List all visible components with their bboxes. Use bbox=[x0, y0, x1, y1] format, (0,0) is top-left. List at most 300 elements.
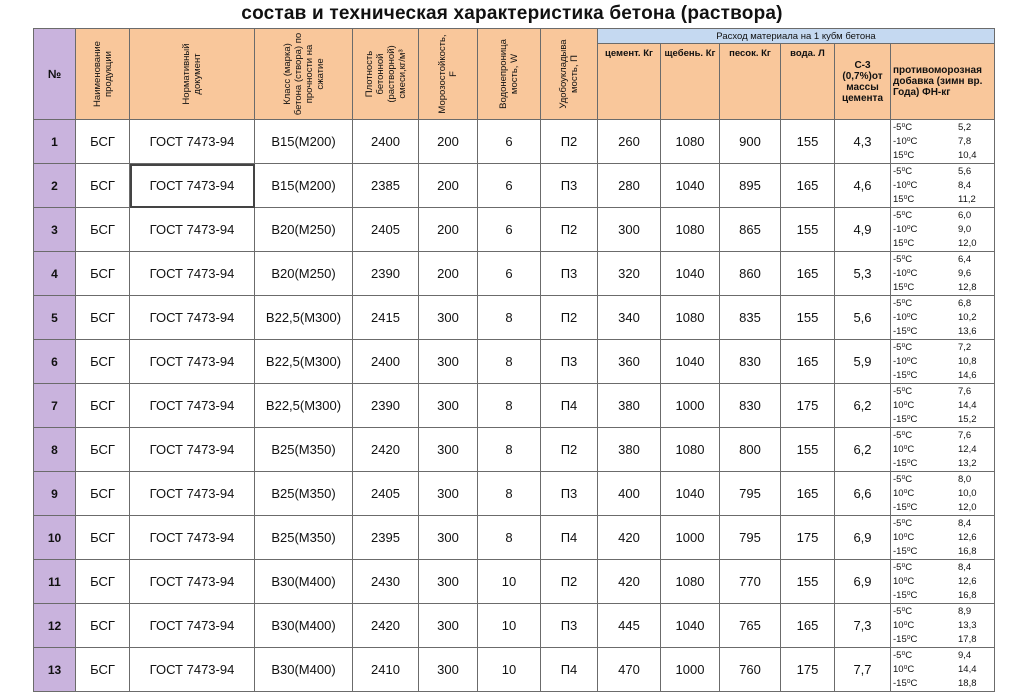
antifreeze-line bbox=[893, 531, 992, 545]
row-sand[interactable]: 860 bbox=[720, 252, 781, 296]
antifreeze-line bbox=[893, 121, 992, 135]
row-antifreeze[interactable] bbox=[891, 296, 995, 340]
row-concrete-class[interactable]: В15(М200) bbox=[255, 164, 353, 208]
antifreeze-line bbox=[893, 619, 992, 633]
antifreeze-temp: -15⁰С bbox=[893, 370, 918, 381]
row-normative-doc[interactable]: ГОСТ 7473-94 bbox=[130, 252, 255, 296]
row-cement[interactable]: 445 bbox=[598, 604, 661, 648]
antifreeze-temp: -5⁰С bbox=[893, 474, 913, 485]
row-frost-resistance[interactable]: 300 bbox=[419, 560, 478, 604]
row-normative-doc[interactable]: ГОСТ 7473-94 bbox=[130, 208, 255, 252]
row-sand[interactable]: 795 bbox=[720, 472, 781, 516]
header-water-resistance: Водонепроница мость, W bbox=[478, 29, 541, 120]
antifreeze-temp: 15⁰С bbox=[893, 282, 915, 293]
row-number[interactable]: 1 bbox=[34, 120, 76, 164]
row-frost-resistance[interactable]: 300 bbox=[419, 516, 478, 560]
row-water[interactable]: 165 bbox=[781, 472, 835, 516]
row-number[interactable]: 7 bbox=[34, 384, 76, 428]
antifreeze-line bbox=[893, 677, 992, 691]
row-product[interactable]: БСГ bbox=[76, 516, 130, 560]
row-normative-doc[interactable]: ГОСТ 7473-94 bbox=[130, 472, 255, 516]
row-sand[interactable]: 835 bbox=[720, 296, 781, 340]
row-antifreeze[interactable] bbox=[891, 120, 995, 164]
row-number[interactable]: 4 bbox=[34, 252, 76, 296]
antifreeze-value: 17,8 bbox=[958, 634, 977, 645]
row-water[interactable]: 175 bbox=[781, 516, 835, 560]
antifreeze-temp: -5⁰С bbox=[893, 210, 913, 221]
row-c3[interactable]: 7,3 bbox=[835, 604, 891, 648]
row-c3[interactable]: 4,6 bbox=[835, 164, 891, 208]
antifreeze-value: 6,0 bbox=[958, 210, 972, 221]
antifreeze-value: 15,2 bbox=[958, 414, 977, 425]
row-cement[interactable]: 280 bbox=[598, 164, 661, 208]
antifreeze-value: 9,0 bbox=[958, 224, 972, 235]
row-water-resistance[interactable]: 6 bbox=[478, 164, 541, 208]
antifreeze-temp: -5⁰С bbox=[893, 650, 913, 661]
antifreeze-value: 8,9 bbox=[958, 606, 972, 617]
row-frost-resistance[interactable]: 300 bbox=[419, 296, 478, 340]
row-cement[interactable]: 340 bbox=[598, 296, 661, 340]
antifreeze-temp: 10⁰С bbox=[893, 576, 915, 587]
row-gravel[interactable]: 1000 bbox=[661, 384, 720, 428]
row-normative-doc[interactable]: ГОСТ 7473-94 bbox=[130, 516, 255, 560]
row-workability[interactable]: П3 bbox=[541, 604, 598, 648]
row-workability[interactable]: П3 bbox=[541, 472, 598, 516]
row-sand[interactable]: 895 bbox=[720, 164, 781, 208]
antifreeze-value: 13,3 bbox=[958, 620, 977, 631]
antifreeze-temp: 15⁰С bbox=[893, 150, 915, 161]
antifreeze-line bbox=[893, 179, 992, 193]
row-concrete-class[interactable]: В25(М350) bbox=[255, 428, 353, 472]
antifreeze-value: 6,4 bbox=[958, 254, 972, 265]
row-concrete-class[interactable]: В22,5(М300) bbox=[255, 340, 353, 384]
row-cement[interactable]: 420 bbox=[598, 560, 661, 604]
row-c3[interactable]: 5,6 bbox=[835, 296, 891, 340]
row-normative-doc[interactable]: ГОСТ 7473-94 bbox=[130, 648, 255, 692]
row-number[interactable]: 5 bbox=[34, 296, 76, 340]
row-cement[interactable]: 380 bbox=[598, 384, 661, 428]
header-gravel: щебень. Кг bbox=[661, 44, 720, 120]
antifreeze-value: 14,4 bbox=[958, 400, 977, 411]
row-gravel[interactable]: 1000 bbox=[661, 648, 720, 692]
row-frost-resistance[interactable]: 300 bbox=[419, 384, 478, 428]
row-normative-doc[interactable]: ГОСТ 7473-94 bbox=[130, 604, 255, 648]
row-normative-doc[interactable]: ГОСТ 7473-94 bbox=[130, 560, 255, 604]
row-sand[interactable]: 800 bbox=[720, 428, 781, 472]
row-normative-doc[interactable]: ГОСТ 7473-94 bbox=[130, 340, 255, 384]
antifreeze-value: 13,2 bbox=[958, 458, 977, 469]
row-product[interactable]: БСГ bbox=[76, 604, 130, 648]
header-num: № bbox=[34, 29, 76, 120]
row-normative-doc[interactable]: ГОСТ 7473-94 bbox=[130, 384, 255, 428]
row-density[interactable]: 2385 bbox=[353, 164, 419, 208]
row-water[interactable]: 175 bbox=[781, 384, 835, 428]
table-row bbox=[34, 560, 995, 604]
row-density[interactable]: 2405 bbox=[353, 208, 419, 252]
row-c3[interactable]: 4,3 bbox=[835, 120, 891, 164]
row-frost-resistance[interactable]: 300 bbox=[419, 472, 478, 516]
header-frost: Морозостойкость, F bbox=[419, 29, 478, 120]
row-workability[interactable]: П2 bbox=[541, 208, 598, 252]
antifreeze-temp: 10⁰С bbox=[893, 400, 915, 411]
antifreeze-line bbox=[893, 561, 992, 575]
row-workability[interactable]: П2 bbox=[541, 296, 598, 340]
row-number[interactable]: 9 bbox=[34, 472, 76, 516]
row-water[interactable]: 155 bbox=[781, 208, 835, 252]
antifreeze-line bbox=[893, 267, 992, 281]
antifreeze-line bbox=[893, 501, 992, 515]
row-normative-doc[interactable]: ГОСТ 7473-94 bbox=[130, 120, 255, 164]
antifreeze-line bbox=[893, 341, 992, 355]
antifreeze-temp: 10⁰С bbox=[893, 488, 915, 499]
row-gravel[interactable]: 1040 bbox=[661, 472, 720, 516]
row-water-resistance[interactable]: 6 bbox=[478, 252, 541, 296]
row-density[interactable]: 2420 bbox=[353, 428, 419, 472]
antifreeze-line bbox=[893, 209, 992, 223]
antifreeze-temp: -15⁰С bbox=[893, 634, 918, 645]
header-antifreeze: противоморозная добавка (зимн вр. Года) ФН-кг bbox=[891, 44, 995, 120]
antifreeze-line bbox=[893, 413, 992, 427]
antifreeze-temp: -5⁰С bbox=[893, 342, 913, 353]
table-row bbox=[34, 428, 995, 472]
row-water[interactable]: 165 bbox=[781, 252, 835, 296]
row-normative-doc[interactable]: ГОСТ 7473-94 bbox=[130, 428, 255, 472]
antifreeze-value: 11,2 bbox=[958, 194, 976, 205]
antifreeze-value: 13,6 bbox=[958, 326, 977, 337]
row-number[interactable]: 12 bbox=[34, 604, 76, 648]
row-workability[interactable]: П4 bbox=[541, 384, 598, 428]
antifreeze-temp: 10⁰С bbox=[893, 532, 915, 543]
row-frost-resistance[interactable]: 300 bbox=[419, 428, 478, 472]
row-concrete-class[interactable]: В30(М400) bbox=[255, 604, 353, 648]
row-antifreeze[interactable] bbox=[891, 340, 995, 384]
antifreeze-temp: 10⁰С bbox=[893, 620, 915, 631]
row-sand[interactable]: 765 bbox=[720, 604, 781, 648]
row-concrete-class[interactable]: В25(М350) bbox=[255, 516, 353, 560]
row-cement[interactable]: 300 bbox=[598, 208, 661, 252]
row-product[interactable]: БСГ bbox=[76, 252, 130, 296]
row-concrete-class[interactable]: В20(М250) bbox=[255, 208, 353, 252]
row-frost-resistance[interactable]: 200 bbox=[419, 252, 478, 296]
row-gravel[interactable]: 1080 bbox=[661, 560, 720, 604]
row-sand[interactable]: 830 bbox=[720, 384, 781, 428]
row-c3[interactable]: 4,9 bbox=[835, 208, 891, 252]
row-cement[interactable]: 360 bbox=[598, 340, 661, 384]
antifreeze-line bbox=[893, 281, 992, 295]
row-sand[interactable]: 795 bbox=[720, 516, 781, 560]
row-density[interactable]: 2420 bbox=[353, 604, 419, 648]
row-frost-resistance[interactable]: 300 bbox=[419, 604, 478, 648]
row-product[interactable]: БСГ bbox=[76, 384, 130, 428]
row-gravel[interactable]: 1080 bbox=[661, 208, 720, 252]
antifreeze-value: 9,6 bbox=[958, 268, 972, 279]
row-water-resistance[interactable]: 8 bbox=[478, 516, 541, 560]
row-gravel[interactable]: 1040 bbox=[661, 604, 720, 648]
antifreeze-line bbox=[893, 649, 992, 663]
row-number[interactable]: 11 bbox=[34, 560, 76, 604]
antifreeze-temp: -10⁰С bbox=[893, 312, 918, 323]
row-water-resistance[interactable]: 8 bbox=[478, 296, 541, 340]
row-number[interactable]: 3 bbox=[34, 208, 76, 252]
row-water-resistance[interactable]: 8 bbox=[478, 428, 541, 472]
row-concrete-class[interactable]: В30(М400) bbox=[255, 648, 353, 692]
row-water-resistance[interactable]: 10 bbox=[478, 604, 541, 648]
row-water-resistance[interactable]: 8 bbox=[478, 340, 541, 384]
row-concrete-class[interactable]: В15(М200) bbox=[255, 120, 353, 164]
row-cement[interactable]: 260 bbox=[598, 120, 661, 164]
antifreeze-value: 9,4 bbox=[958, 650, 972, 661]
antifreeze-temp: -10⁰С bbox=[893, 136, 918, 147]
row-water[interactable]: 155 bbox=[781, 120, 835, 164]
row-product[interactable]: БСГ bbox=[76, 560, 130, 604]
antifreeze-line bbox=[893, 633, 992, 647]
antifreeze-temp: -10⁰С bbox=[893, 268, 918, 279]
antifreeze-value: 14,6 bbox=[958, 370, 977, 381]
antifreeze-line bbox=[893, 149, 992, 163]
row-water-resistance[interactable]: 10 bbox=[478, 560, 541, 604]
row-product[interactable]: БСГ bbox=[76, 296, 130, 340]
row-c3[interactable]: 6,9 bbox=[835, 560, 891, 604]
row-water[interactable]: 155 bbox=[781, 428, 835, 472]
antifreeze-temp: -5⁰С bbox=[893, 518, 913, 529]
antifreeze-line bbox=[893, 399, 992, 413]
row-product[interactable]: БСГ bbox=[76, 428, 130, 472]
row-gravel[interactable]: 1000 bbox=[661, 516, 720, 560]
header-density: Плотность бетонной (растворной) смеси,кг/м³ bbox=[353, 29, 419, 120]
antifreeze-line bbox=[893, 605, 992, 619]
antifreeze-value: 12,0 bbox=[958, 502, 977, 513]
antifreeze-line bbox=[893, 545, 992, 559]
row-concrete-class[interactable]: В22,5(М300) bbox=[255, 384, 353, 428]
antifreeze-value: 16,8 bbox=[958, 590, 977, 601]
antifreeze-value: 18,8 bbox=[958, 678, 977, 689]
header-workability: Удобоукладыва мость, П bbox=[541, 29, 598, 120]
row-antifreeze[interactable] bbox=[891, 472, 995, 516]
row-workability[interactable]: П4 bbox=[541, 648, 598, 692]
antifreeze-value: 5,2 bbox=[958, 122, 972, 133]
row-concrete-class[interactable]: В22,5(М300) bbox=[255, 296, 353, 340]
row-frost-resistance[interactable]: 200 bbox=[419, 164, 478, 208]
antifreeze-value: 6,8 bbox=[958, 298, 972, 309]
row-concrete-class[interactable]: В30(М400) bbox=[255, 560, 353, 604]
antifreeze-value: 8,4 bbox=[958, 180, 972, 191]
row-product[interactable]: БСГ bbox=[76, 164, 130, 208]
row-water-resistance[interactable]: 10 bbox=[478, 648, 541, 692]
antifreeze-value: 10,2 bbox=[958, 312, 977, 323]
table-row bbox=[34, 208, 995, 252]
row-sand[interactable]: 770 bbox=[720, 560, 781, 604]
antifreeze-value: 8,4 bbox=[958, 562, 972, 573]
row-frost-resistance[interactable]: 200 bbox=[419, 208, 478, 252]
antifreeze-value: 7,6 bbox=[958, 430, 972, 441]
row-workability[interactable]: П2 bbox=[541, 120, 598, 164]
row-cement[interactable]: 400 bbox=[598, 472, 661, 516]
row-cement[interactable]: 320 bbox=[598, 252, 661, 296]
antifreeze-value: 7,6 bbox=[958, 386, 972, 397]
row-water[interactable]: 155 bbox=[781, 296, 835, 340]
antifreeze-value: 7,2 bbox=[958, 342, 972, 353]
row-c3[interactable]: 5,9 bbox=[835, 340, 891, 384]
row-water-resistance[interactable]: 8 bbox=[478, 384, 541, 428]
row-workability[interactable]: П3 bbox=[541, 164, 598, 208]
antifreeze-line bbox=[893, 165, 992, 179]
row-cement[interactable]: 470 bbox=[598, 648, 661, 692]
antifreeze-temp: -5⁰С bbox=[893, 122, 913, 133]
row-density[interactable]: 2390 bbox=[353, 384, 419, 428]
antifreeze-temp: -15⁰С bbox=[893, 502, 918, 513]
row-frost-resistance[interactable]: 200 bbox=[419, 120, 478, 164]
row-c3[interactable]: 6,9 bbox=[835, 516, 891, 560]
antifreeze-value: 14,4 bbox=[958, 664, 977, 675]
row-antifreeze[interactable] bbox=[891, 384, 995, 428]
row-workability[interactable]: П2 bbox=[541, 428, 598, 472]
antifreeze-temp: 15⁰С bbox=[893, 194, 915, 205]
row-density[interactable]: 2415 bbox=[353, 296, 419, 340]
row-water-resistance[interactable]: 6 bbox=[478, 208, 541, 252]
antifreeze-temp: 10⁰С bbox=[893, 444, 915, 455]
row-gravel[interactable]: 1040 bbox=[661, 252, 720, 296]
row-water[interactable]: 165 bbox=[781, 340, 835, 384]
row-c3[interactable]: 6,2 bbox=[835, 428, 891, 472]
row-concrete-class[interactable]: В25(М350) bbox=[255, 472, 353, 516]
row-number[interactable]: 8 bbox=[34, 428, 76, 472]
antifreeze-line bbox=[893, 517, 992, 531]
row-product[interactable]: БСГ bbox=[76, 120, 130, 164]
row-sand[interactable]: 830 bbox=[720, 340, 781, 384]
antifreeze-temp: -15⁰С bbox=[893, 546, 918, 557]
row-water-resistance[interactable]: 8 bbox=[478, 472, 541, 516]
row-number[interactable]: 13 bbox=[34, 648, 76, 692]
antifreeze-line bbox=[893, 663, 992, 677]
row-workability[interactable]: П2 bbox=[541, 560, 598, 604]
row-density[interactable]: 2400 bbox=[353, 340, 419, 384]
row-density[interactable]: 2410 bbox=[353, 648, 419, 692]
antifreeze-value: 12,6 bbox=[958, 532, 977, 543]
row-c3[interactable]: 6,2 bbox=[835, 384, 891, 428]
row-cement[interactable]: 380 bbox=[598, 428, 661, 472]
row-antifreeze[interactable] bbox=[891, 516, 995, 560]
row-product[interactable]: БСГ bbox=[76, 340, 130, 384]
table-row bbox=[34, 648, 995, 692]
row-density[interactable]: 2400 bbox=[353, 120, 419, 164]
row-antifreeze[interactable] bbox=[891, 604, 995, 648]
row-antifreeze[interactable] bbox=[891, 648, 995, 692]
row-concrete-class[interactable]: В20(М250) bbox=[255, 252, 353, 296]
row-workability[interactable]: П3 bbox=[541, 340, 598, 384]
row-number[interactable]: 2 bbox=[34, 164, 76, 208]
row-water-resistance[interactable]: 6 bbox=[478, 120, 541, 164]
row-product[interactable]: БСГ bbox=[76, 648, 130, 692]
antifreeze-value: 12,4 bbox=[958, 444, 977, 455]
concrete-spec-table bbox=[33, 28, 995, 692]
table-row bbox=[34, 472, 995, 516]
row-water[interactable]: 165 bbox=[781, 164, 835, 208]
row-gravel[interactable]: 1080 bbox=[661, 296, 720, 340]
row-antifreeze[interactable] bbox=[891, 428, 995, 472]
antifreeze-line bbox=[893, 369, 992, 383]
table-row bbox=[34, 164, 995, 208]
row-workability[interactable]: П4 bbox=[541, 516, 598, 560]
row-sand[interactable]: 865 bbox=[720, 208, 781, 252]
row-density[interactable]: 2395 bbox=[353, 516, 419, 560]
antifreeze-line bbox=[893, 443, 992, 457]
row-workability[interactable]: П3 bbox=[541, 252, 598, 296]
antifreeze-temp: -15⁰С bbox=[893, 678, 918, 689]
row-normative-doc[interactable]: ГОСТ 7473-94 bbox=[130, 164, 255, 208]
antifreeze-line bbox=[893, 575, 992, 589]
row-water[interactable]: 165 bbox=[781, 604, 835, 648]
antifreeze-line bbox=[893, 385, 992, 399]
row-antifreeze[interactable] bbox=[891, 208, 995, 252]
antifreeze-value: 12,6 bbox=[958, 576, 977, 587]
row-antifreeze[interactable] bbox=[891, 164, 995, 208]
row-density[interactable]: 2405 bbox=[353, 472, 419, 516]
row-sand[interactable]: 760 bbox=[720, 648, 781, 692]
header-product: Наименование продукции bbox=[76, 29, 130, 120]
antifreeze-temp: -5⁰С bbox=[893, 386, 913, 397]
antifreeze-value: 7,8 bbox=[958, 136, 972, 147]
antifreeze-line bbox=[893, 355, 992, 369]
row-frost-resistance[interactable]: 300 bbox=[419, 340, 478, 384]
row-number[interactable]: 10 bbox=[34, 516, 76, 560]
table-row bbox=[34, 340, 995, 384]
row-antifreeze[interactable] bbox=[891, 560, 995, 604]
row-density[interactable]: 2430 bbox=[353, 560, 419, 604]
row-gravel[interactable]: 1040 bbox=[661, 164, 720, 208]
row-cement[interactable]: 420 bbox=[598, 516, 661, 560]
antifreeze-line bbox=[893, 237, 992, 251]
row-antifreeze[interactable] bbox=[891, 252, 995, 296]
header-consumption-group: Расход материала на 1 кубм бетона bbox=[598, 29, 995, 44]
antifreeze-temp: -15⁰С bbox=[893, 590, 918, 601]
antifreeze-line bbox=[893, 311, 992, 325]
row-sand[interactable]: 900 bbox=[720, 120, 781, 164]
row-gravel[interactable]: 1080 bbox=[661, 428, 720, 472]
antifreeze-value: 16,8 bbox=[958, 546, 977, 557]
row-c3[interactable]: 5,3 bbox=[835, 252, 891, 296]
antifreeze-temp: -15⁰С bbox=[893, 458, 918, 469]
antifreeze-value: 12,0 bbox=[958, 238, 977, 249]
antifreeze-temp: 15⁰С bbox=[893, 238, 915, 249]
row-water[interactable]: 155 bbox=[781, 560, 835, 604]
row-c3[interactable]: 6,6 bbox=[835, 472, 891, 516]
row-gravel[interactable]: 1040 bbox=[661, 340, 720, 384]
header-normative: Нормативный документ bbox=[130, 29, 255, 120]
row-water[interactable]: 175 bbox=[781, 648, 835, 692]
antifreeze-temp: -5⁰С bbox=[893, 606, 913, 617]
row-density[interactable]: 2390 bbox=[353, 252, 419, 296]
row-c3[interactable]: 7,7 bbox=[835, 648, 891, 692]
row-frost-resistance[interactable]: 300 bbox=[419, 648, 478, 692]
antifreeze-line bbox=[893, 223, 992, 237]
row-product[interactable]: БСГ bbox=[76, 208, 130, 252]
antifreeze-line bbox=[893, 487, 992, 501]
antifreeze-line bbox=[893, 325, 992, 339]
antifreeze-line bbox=[893, 473, 992, 487]
row-normative-doc[interactable]: ГОСТ 7473-94 bbox=[130, 296, 255, 340]
antifreeze-temp: -5⁰С bbox=[893, 430, 913, 441]
antifreeze-line bbox=[893, 429, 992, 443]
row-number[interactable]: 6 bbox=[34, 340, 76, 384]
antifreeze-temp: -10⁰С bbox=[893, 224, 918, 235]
antifreeze-value: 8,0 bbox=[958, 474, 972, 485]
antifreeze-temp: -15⁰С bbox=[893, 414, 918, 425]
row-gravel[interactable]: 1080 bbox=[661, 120, 720, 164]
row-product[interactable]: БСГ bbox=[76, 472, 130, 516]
antifreeze-value: 12,8 bbox=[958, 282, 977, 293]
header-class: Класс (марка) бетона (створа) по прочности на сжатие bbox=[255, 29, 353, 120]
antifreeze-line bbox=[893, 193, 992, 207]
